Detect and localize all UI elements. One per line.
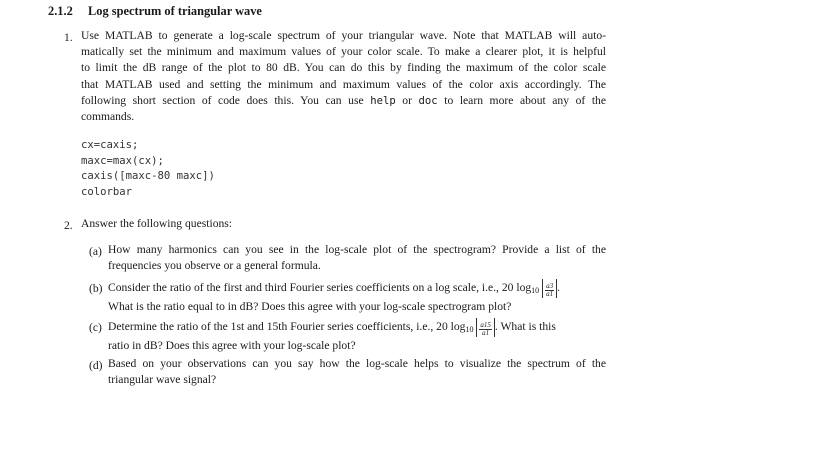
question-b-line: What is the ratio equal to in dB? Does this agree with your log-scale spectrogram plot? xyxy=(108,300,512,314)
numerator: a3 xyxy=(546,282,554,290)
question-a-line: How many harmonics can you see in the log-scale plot of the spectrogram? Provide a list of the xyxy=(108,243,606,256)
section-number: 2.1.2 xyxy=(48,4,73,18)
question-d xyxy=(108,356,606,388)
question-b xyxy=(108,279,606,316)
log-expression xyxy=(531,281,557,298)
item-1-text: following short section of code does this. You can use xyxy=(81,93,371,107)
log-expression xyxy=(465,320,494,337)
item-1-line: to limit the dB range of the plot to 80 dB. You can do this by finding the maximum of the color scale xyxy=(81,61,606,75)
question-c-text: Determine the ratio of the 1st and 15th Fourier series coefficients, i.e., 20 log xyxy=(108,320,466,334)
item-1-paragraph xyxy=(81,28,606,125)
item-2-intro-text: Answer the following questions: xyxy=(81,217,233,230)
question-c xyxy=(108,318,606,355)
doc-command: doc xyxy=(418,94,438,107)
item-2-number: 2. xyxy=(64,219,73,232)
question-b-text: . xyxy=(557,281,560,295)
code-block xyxy=(81,138,215,200)
item-1-line: Use MATLAB to generate a log-scale spectrum of your triangular wave. Note that MATLAB will auto- xyxy=(81,29,606,42)
question-c-text: . What is this xyxy=(494,320,556,334)
coefficient-ratio xyxy=(545,283,554,298)
item-1-number: 1. xyxy=(64,31,73,44)
log-base: 10 xyxy=(465,325,474,335)
denominator: a1 xyxy=(482,329,490,337)
numerator: a15 xyxy=(480,321,491,329)
question-a-label: (a) xyxy=(89,245,102,258)
question-a-line: frequencies you observe or a general formula. xyxy=(108,259,321,273)
section-title: Log spectrum of triangular wave xyxy=(88,4,262,18)
question-c-line: ratio in dB? Does this agree with your log-scale plot? xyxy=(108,339,356,353)
question-c-line xyxy=(108,318,606,338)
question-d-line: Based on your observations can you say how the log-scale helps to visualize the spectrum of the xyxy=(108,357,606,370)
item-1-line: that MATLAB used and setting the minimum and maximum values of the color axis accordingly. The xyxy=(81,77,606,91)
coefficient-ratio xyxy=(479,322,492,337)
item-1-text: to learn more about any of the xyxy=(437,93,606,107)
question-b-label: (b) xyxy=(89,282,103,295)
section-heading xyxy=(48,4,262,19)
question-c-label: (c) xyxy=(89,321,102,334)
question-d-line: triangular wave signal? xyxy=(108,373,217,387)
code-line: caxis([maxc-80 maxc]) xyxy=(81,170,215,182)
log-base: 10 xyxy=(531,286,540,296)
item-1-line: matically set the minimum and maximum values of your color scale. To make a clearer plot, it is helpful xyxy=(81,45,606,59)
question-d-label: (d) xyxy=(89,359,103,372)
question-a xyxy=(108,242,606,274)
code-line: colorbar xyxy=(81,185,133,198)
denominator: a1 xyxy=(546,290,554,298)
question-b-line xyxy=(108,279,606,299)
code-line: cx=caxis; xyxy=(81,139,139,151)
help-command: help xyxy=(370,94,396,107)
question-b-text: Consider the ratio of the first and third Fourier series coefficients on a log scale, i.e., 20 log xyxy=(108,281,532,295)
abs-bars xyxy=(542,279,557,298)
item-1-text: or xyxy=(395,93,419,107)
code-line: maxc=max(cx); xyxy=(81,154,164,167)
item-1-line: commands. xyxy=(81,110,135,124)
item-1-line-commands xyxy=(81,93,606,109)
item-2-intro xyxy=(81,216,606,232)
abs-bars xyxy=(476,318,495,337)
